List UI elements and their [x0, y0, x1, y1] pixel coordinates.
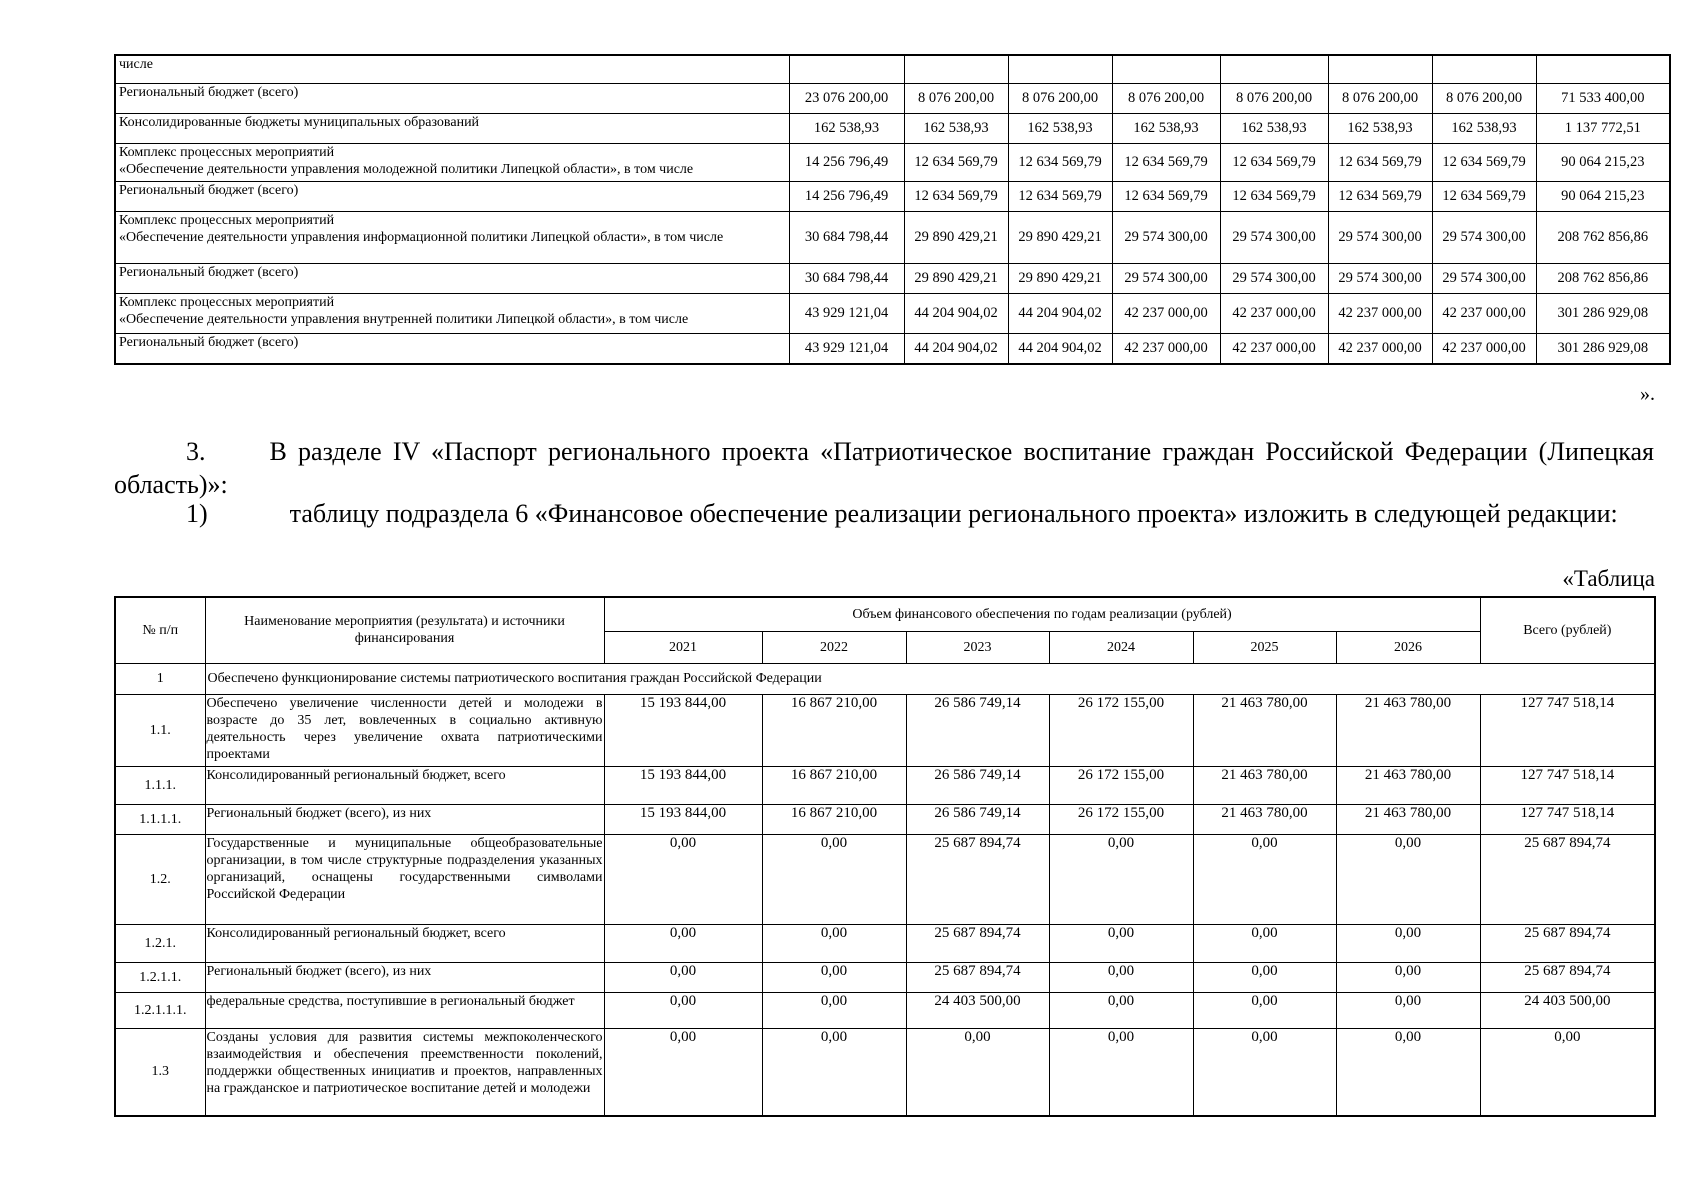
- table1-value-cell: 29 574 300,00: [1432, 211, 1536, 263]
- table1-total-cell: 71 533 400,00: [1536, 83, 1670, 113]
- table1-value-cell: 162 538,93: [789, 113, 904, 143]
- row-value-cell: 15 193 844,00: [604, 766, 762, 804]
- header-year: 2023: [906, 631, 1049, 663]
- table1-row-name: числе: [115, 55, 789, 83]
- table1-value-cell: 44 204 904,02: [1008, 293, 1112, 333]
- table1-row-name: Региональный бюджет (всего): [115, 333, 789, 364]
- row-value-cell: 0,00: [1336, 992, 1480, 1028]
- row-number: 1.2.1.1.: [115, 962, 205, 992]
- table1-value-cell: 12 634 569,79: [1328, 181, 1432, 211]
- table2-row: [115, 766, 1655, 804]
- table1-value-cell: 12 634 569,79: [1432, 143, 1536, 181]
- header-year: 2021: [604, 631, 762, 663]
- row-number: 1.2.1.: [115, 924, 205, 962]
- table1-total-cell: 208 762 856,86: [1536, 263, 1670, 293]
- header-year: 2022: [762, 631, 906, 663]
- table2-row: [115, 924, 1655, 962]
- table1-value-cell: 29 574 300,00: [1328, 211, 1432, 263]
- table2-header: [115, 597, 1655, 663]
- table2-row: [115, 834, 1655, 924]
- table1-value-cell: 42 237 000,00: [1432, 293, 1536, 333]
- row-value-cell: 0,00: [604, 1028, 762, 1116]
- row-total-cell: 25 687 894,74: [1480, 924, 1655, 962]
- table2-body: [115, 663, 1655, 1116]
- table1-value-cell: 8 076 200,00: [1432, 83, 1536, 113]
- row-value-cell: 21 463 780,00: [1336, 766, 1480, 804]
- row-number: 1.1.: [115, 694, 205, 766]
- row-value-cell: 0,00: [1049, 1028, 1193, 1116]
- table1-value-cell: 42 237 000,00: [1328, 333, 1432, 364]
- table1-value-cell: 12 634 569,79: [1112, 143, 1220, 181]
- row-value-cell: 0,00: [762, 924, 906, 962]
- table1-value-cell: 14 256 796,49: [789, 181, 904, 211]
- table1-row: [115, 55, 1670, 83]
- header-year: 2025: [1193, 631, 1336, 663]
- row-number: 1.2.: [115, 834, 205, 924]
- row-name: Консолидированный региональный бюджет, всего: [205, 766, 604, 804]
- row-value-cell: 16 867 210,00: [762, 804, 906, 834]
- table1-value-cell: 162 538,93: [1220, 113, 1328, 143]
- table1-value-cell: 29 574 300,00: [1220, 211, 1328, 263]
- table1-value-cell: 12 634 569,79: [1008, 181, 1112, 211]
- row-value-cell: 0,00: [1336, 834, 1480, 924]
- table1-value-cell: 8 076 200,00: [1328, 83, 1432, 113]
- table1-row-name: Комплекс процессных мероприятий «Обеспечение деятельности управления информационной политики Липецкой области», в том числе: [115, 211, 789, 263]
- row-total-cell: 127 747 518,14: [1480, 766, 1655, 804]
- row-value-cell: 0,00: [1336, 924, 1480, 962]
- row-value-cell: 15 193 844,00: [604, 804, 762, 834]
- table1-value-cell: 42 237 000,00: [1432, 333, 1536, 364]
- table2-row: [115, 694, 1655, 766]
- table1-row: [115, 113, 1670, 143]
- table-caption: «Таблица: [1562, 566, 1655, 591]
- table1-total-cell: 1 137 772,51: [1536, 113, 1670, 143]
- table1-value-cell: 162 538,93: [1112, 113, 1220, 143]
- paragraph-3: [114, 435, 1654, 501]
- table1-row-name: Региональный бюджет (всего): [115, 263, 789, 293]
- row-value-cell: 16 867 210,00: [762, 766, 906, 804]
- row-total-cell: 24 403 500,00: [1480, 992, 1655, 1028]
- row-total-cell: 0,00: [1480, 1028, 1655, 1116]
- table1-row: [115, 293, 1670, 333]
- table1-value-cell: [1328, 55, 1432, 83]
- table1-value-cell: 44 204 904,02: [1008, 333, 1112, 364]
- row-value-cell: 26 172 155,00: [1049, 694, 1193, 766]
- table1-total-cell: 208 762 856,86: [1536, 211, 1670, 263]
- row-value-cell: 26 172 155,00: [1049, 766, 1193, 804]
- row-value-cell: 26 586 749,14: [906, 694, 1049, 766]
- table1-value-cell: 30 684 798,44: [789, 211, 904, 263]
- row-value-cell: 16 867 210,00: [762, 694, 906, 766]
- row-value-cell: 0,00: [604, 834, 762, 924]
- table2-row: [115, 992, 1655, 1028]
- table1-value-cell: 12 634 569,79: [1432, 181, 1536, 211]
- table1-value-cell: 29 890 429,21: [904, 211, 1008, 263]
- table1-total-cell: 90 064 215,23: [1536, 143, 1670, 181]
- table1-total-cell: 301 286 929,08: [1536, 293, 1670, 333]
- row-value-cell: 25 687 894,74: [906, 834, 1049, 924]
- table1-value-cell: 30 684 798,44: [789, 263, 904, 293]
- table2-row: [115, 962, 1655, 992]
- table1-row-name: Региональный бюджет (всего): [115, 83, 789, 113]
- row-value-cell: 0,00: [604, 924, 762, 962]
- table1-total-cell: [1536, 55, 1670, 83]
- row-total-cell: 127 747 518,14: [1480, 804, 1655, 834]
- row-value-cell: 25 687 894,74: [906, 924, 1049, 962]
- table1-value-cell: [904, 55, 1008, 83]
- row-name: Государственные и муниципальные общеобразовательные организации, в том числе структурные подразделения указанных организаций, оснащены государственными символами Российской Федерации: [205, 834, 604, 924]
- table1-value-cell: 42 237 000,00: [1112, 333, 1220, 364]
- table1-total-cell: 90 064 215,23: [1536, 181, 1670, 211]
- table1-row: [115, 333, 1670, 364]
- table2-row: [115, 1028, 1655, 1116]
- header-volume: Объем финансового обеспечения по годам реализации (рублей): [604, 597, 1480, 631]
- row-value-cell: 0,00: [1049, 834, 1193, 924]
- row-name: федеральные средства, поступившие в региональный бюджет: [205, 992, 604, 1028]
- row-value-cell: 0,00: [762, 962, 906, 992]
- row-value-cell: 26 586 749,14: [906, 804, 1049, 834]
- row-value-cell: 0,00: [1193, 962, 1336, 992]
- table1-row: [115, 181, 1670, 211]
- row-number: 1.1.1.: [115, 766, 205, 804]
- table1-value-cell: 8 076 200,00: [1112, 83, 1220, 113]
- table1-value-cell: 44 204 904,02: [904, 333, 1008, 364]
- table1-value-cell: [1432, 55, 1536, 83]
- table1-row-name: Комплекс процессных мероприятий «Обеспечение деятельности управления внутренней политики Липецкой области», в том числе: [115, 293, 789, 333]
- table1-row: [115, 263, 1670, 293]
- table1-value-cell: [1008, 55, 1112, 83]
- table1-value-cell: 162 538,93: [1432, 113, 1536, 143]
- row-number: 1.1.1.1.: [115, 804, 205, 834]
- row-value-cell: 25 687 894,74: [906, 962, 1049, 992]
- row-value-cell: 0,00: [604, 992, 762, 1028]
- row-value-cell: 24 403 500,00: [906, 992, 1049, 1028]
- row-value-cell: 0,00: [1049, 992, 1193, 1028]
- header-year: 2024: [1049, 631, 1193, 663]
- table1-value-cell: 29 574 300,00: [1112, 211, 1220, 263]
- row-value-cell: 0,00: [1336, 962, 1480, 992]
- table1-row-name: Комплекс процессных мероприятий «Обеспечение деятельности управления молодежной политики Липецкой области», в том числе: [115, 143, 789, 181]
- row-value-cell: 0,00: [1193, 924, 1336, 962]
- row-name: Обеспечено увеличение численности детей и молодежи в возрасте до 35 лет, вовлеченных в социально активную деятельность через увеличение охвата патриотическими проектами: [205, 694, 604, 766]
- table1-value-cell: 29 574 300,00: [1220, 263, 1328, 293]
- table1-value-cell: [789, 55, 904, 83]
- row-total-cell: 25 687 894,74: [1480, 834, 1655, 924]
- table1-value-cell: 14 256 796,49: [789, 143, 904, 181]
- section-name: Обеспечено функционирование системы патриотического воспитания граждан Российской Федерации: [205, 663, 1655, 694]
- financing-table-continuation: [114, 54, 1671, 365]
- project-financing-table: [114, 596, 1656, 1117]
- table1-value-cell: 12 634 569,79: [904, 143, 1008, 181]
- section-num: 1: [115, 663, 205, 694]
- table1-row-name: Консолидированные бюджеты муниципальных образований: [115, 113, 789, 143]
- table1-value-cell: 29 890 429,21: [904, 263, 1008, 293]
- row-value-cell: 0,00: [762, 992, 906, 1028]
- row-value-cell: 0,00: [762, 834, 906, 924]
- row-value-cell: 0,00: [762, 1028, 906, 1116]
- table1-value-cell: 29 574 300,00: [1432, 263, 1536, 293]
- table1-total-cell: 301 286 929,08: [1536, 333, 1670, 364]
- table1-value-cell: 23 076 200,00: [789, 83, 904, 113]
- table1-value-cell: 42 237 000,00: [1220, 333, 1328, 364]
- table1-value-cell: 8 076 200,00: [904, 83, 1008, 113]
- row-value-cell: 21 463 780,00: [1193, 804, 1336, 834]
- table2-row: [115, 804, 1655, 834]
- table1-value-cell: 42 237 000,00: [1328, 293, 1432, 333]
- table1-value-cell: 43 929 121,04: [789, 293, 904, 333]
- table1-value-cell: 162 538,93: [1008, 113, 1112, 143]
- table1-value-cell: 29 890 429,21: [1008, 211, 1112, 263]
- header-year: 2026: [1336, 631, 1480, 663]
- row-value-cell: 0,00: [1336, 1028, 1480, 1116]
- row-total-cell: 25 687 894,74: [1480, 962, 1655, 992]
- table1-value-cell: 43 929 121,04: [789, 333, 904, 364]
- table1-row: [115, 143, 1670, 181]
- table1-value-cell: 12 634 569,79: [1328, 143, 1432, 181]
- table1-value-cell: [1220, 55, 1328, 83]
- paragraph-3-1: [114, 497, 1654, 530]
- table1-value-cell: 29 890 429,21: [1008, 263, 1112, 293]
- closing-quote: ».: [1640, 383, 1655, 405]
- row-name: Консолидированный региональный бюджет, всего: [205, 924, 604, 962]
- table1-value-cell: 12 634 569,79: [1220, 143, 1328, 181]
- row-value-cell: 0,00: [1193, 1028, 1336, 1116]
- table1-row-name: Региональный бюджет (всего): [115, 181, 789, 211]
- table1-value-cell: 42 237 000,00: [1220, 293, 1328, 333]
- row-value-cell: 21 463 780,00: [1193, 766, 1336, 804]
- paragraph-3-number: 3.: [186, 437, 206, 466]
- row-name: Региональный бюджет (всего), из них: [205, 962, 604, 992]
- table1-row: [115, 211, 1670, 263]
- row-value-cell: 21 463 780,00: [1193, 694, 1336, 766]
- table1-value-cell: 12 634 569,79: [1220, 181, 1328, 211]
- row-value-cell: 0,00: [1049, 924, 1193, 962]
- paragraph-3-text: В разделе IV «Паспорт регионального проекта «Патриотическое воспитание граждан Российской Федерации (Липецкая область)»:: [114, 437, 1654, 499]
- table1-row: [115, 83, 1670, 113]
- row-name: Созданы условия для развития системы межпоколенческого взаимодействия и обеспечения преемственности поколений, поддержки общественных инициатив и проектов, направленных на гражданское и патриотическое воспитание детей и молодежи: [205, 1028, 604, 1116]
- row-number: 1.2.1.1.1.: [115, 992, 205, 1028]
- header-num: № п/п: [115, 597, 205, 663]
- row-value-cell: 21 463 780,00: [1336, 804, 1480, 834]
- paragraph-3-1-text: таблицу подраздела 6 «Финансовое обеспечение реализации регионального проекта» изложить в следующей редакции:: [289, 499, 1618, 528]
- row-value-cell: 26 586 749,14: [906, 766, 1049, 804]
- table1-value-cell: 8 076 200,00: [1008, 83, 1112, 113]
- row-value-cell: 0,00: [1193, 992, 1336, 1028]
- table1-value-cell: 29 574 300,00: [1112, 263, 1220, 293]
- table1-value-cell: 29 574 300,00: [1328, 263, 1432, 293]
- row-value-cell: 0,00: [906, 1028, 1049, 1116]
- row-value-cell: 15 193 844,00: [604, 694, 762, 766]
- table1-value-cell: 162 538,93: [1328, 113, 1432, 143]
- table1-value-cell: 42 237 000,00: [1112, 293, 1220, 333]
- row-total-cell: 127 747 518,14: [1480, 694, 1655, 766]
- header-name: Наименование мероприятия (результата) и источники финансирования: [205, 597, 604, 663]
- section-row: [115, 663, 1655, 694]
- row-number: 1.3: [115, 1028, 205, 1116]
- row-value-cell: 26 172 155,00: [1049, 804, 1193, 834]
- row-name: Региональный бюджет (всего), из них: [205, 804, 604, 834]
- table1-value-cell: 12 634 569,79: [1008, 143, 1112, 181]
- table1-value-cell: 162 538,93: [904, 113, 1008, 143]
- table1-value-cell: 12 634 569,79: [1112, 181, 1220, 211]
- row-value-cell: 0,00: [1193, 834, 1336, 924]
- header-total: Всего (рублей): [1480, 597, 1655, 663]
- row-value-cell: 0,00: [1049, 962, 1193, 992]
- table1-value-cell: 44 204 904,02: [904, 293, 1008, 333]
- row-value-cell: 0,00: [604, 962, 762, 992]
- table1-value-cell: 12 634 569,79: [904, 181, 1008, 211]
- table1-value-cell: [1112, 55, 1220, 83]
- paragraph-3-1-number: 1): [186, 499, 208, 528]
- table1-value-cell: 8 076 200,00: [1220, 83, 1328, 113]
- row-value-cell: 21 463 780,00: [1336, 694, 1480, 766]
- table1-body: [115, 55, 1670, 364]
